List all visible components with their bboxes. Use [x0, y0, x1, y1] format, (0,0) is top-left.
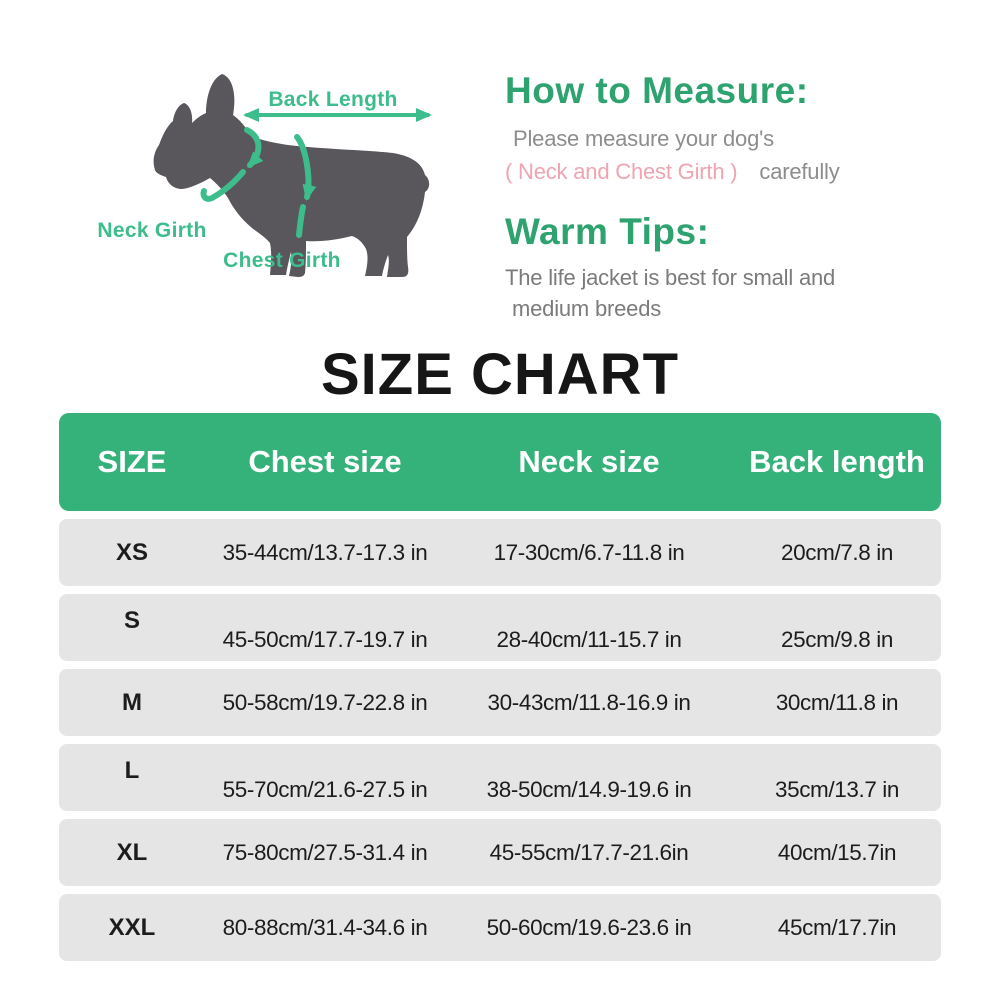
chest-girth-arrow-tail — [299, 207, 303, 235]
size-cell: M — [122, 688, 142, 716]
measure-highlight: ( Neck and Chest Girth ) — [505, 159, 738, 184]
chest-size-cell: 50-58cm/19.7-22.8 in — [222, 689, 428, 715]
back-length-cell: 30cm/11.8 in — [775, 689, 899, 715]
size-row-s — [59, 594, 941, 661]
back-length-cell: 25cm/9.8 in — [781, 626, 893, 652]
chest-size-cell: 75-80cm/27.5-31.4 in — [222, 839, 428, 865]
size-cell: L — [124, 756, 140, 784]
size-table-header — [59, 413, 941, 511]
size-row-xl — [59, 819, 941, 886]
neck-size-cell: 50-60cm/19.6-23.6 in — [486, 914, 692, 940]
back-length-cell: 45cm/17.7in — [777, 914, 897, 940]
size-row-xxl — [59, 894, 941, 961]
size-row-xs — [59, 519, 941, 586]
measure-line1: Please measure your dog's — [513, 126, 774, 151]
chest-girth-label: Chest Girth — [223, 249, 341, 272]
column-header-neck: Neck size — [518, 444, 660, 479]
size-cell: XL — [116, 838, 148, 866]
size-cell: S — [123, 606, 140, 634]
neck-size-cell: 45-55cm/17.7-21.6in — [489, 839, 689, 865]
back-length-cell: 40cm/15.7in — [777, 839, 897, 865]
warm-tips-line1: The life jacket is best for small and — [505, 265, 836, 290]
neck-size-cell: 38-50cm/14.9-19.6 in — [486, 776, 692, 802]
neck-size-cell: 30-43cm/11.8-16.9 in — [487, 689, 691, 715]
chest-size-cell: 80-88cm/31.4-34.6 in — [222, 914, 428, 940]
column-header-size: SIZE — [97, 444, 167, 479]
warm-tips-line2: medium breeds — [512, 296, 662, 321]
back-length-label: Back Length — [268, 88, 398, 111]
size-chart-title: SIZE CHART — [321, 342, 679, 407]
size-row-l — [59, 744, 941, 811]
size-cell: XS — [115, 538, 148, 566]
warm-tips-heading: Warm Tips: — [505, 211, 710, 252]
chest-size-cell: 55-70cm/21.6-27.5 in — [222, 776, 428, 802]
size-row-m — [59, 669, 941, 736]
size-cell: XXL — [108, 913, 156, 941]
neck-size-cell: 17-30cm/6.7-11.8 in — [493, 539, 685, 565]
chest-size-cell: 45-50cm/17.7-19.7 in — [222, 626, 428, 652]
back-length-cell: 35cm/13.7 in — [774, 776, 900, 802]
dog-measurement-diagram — [55, 58, 500, 308]
neck-girth-label: Neck Girth — [97, 219, 207, 242]
chest-size-cell: 35-44cm/13.7-17.3 in — [222, 539, 428, 565]
size-table — [59, 413, 941, 961]
neck-size-cell: 28-40cm/11-15.7 in — [496, 626, 682, 652]
measure-line2 — [505, 159, 840, 185]
measure-instructions — [505, 70, 840, 322]
column-header-back: Back length — [749, 444, 925, 479]
measure-suffix: carefully — [759, 159, 840, 184]
column-header-chest: Chest size — [248, 444, 402, 479]
how-to-measure-heading: How to Measure: — [505, 70, 809, 111]
back-length-cell: 20cm/7.8 in — [781, 539, 893, 565]
